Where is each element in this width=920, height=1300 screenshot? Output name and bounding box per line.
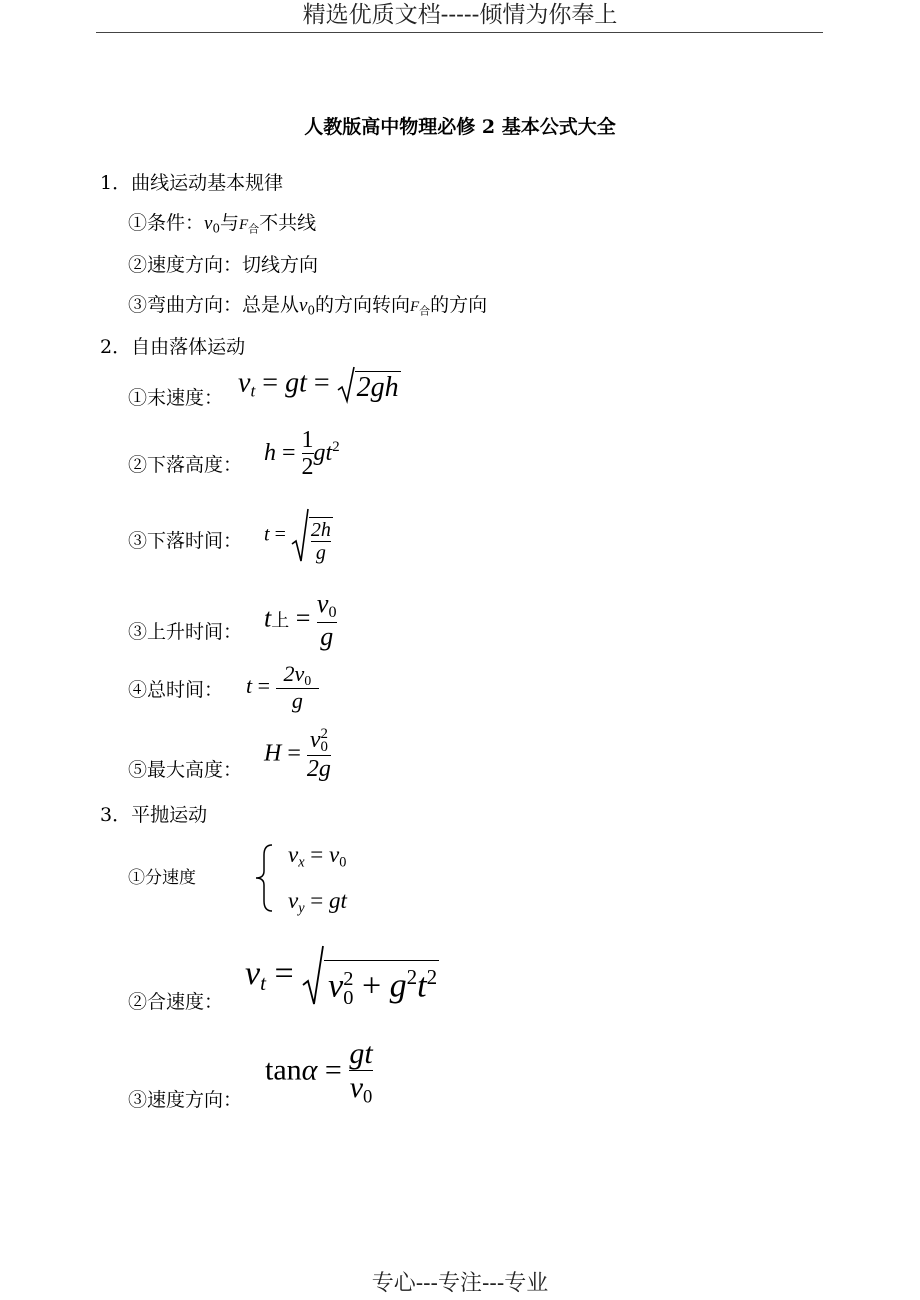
symbol-t: t — [264, 603, 272, 633]
formula-resultant-velocity — [245, 945, 439, 1007]
frac-den: g — [276, 688, 320, 713]
symbol-h: h — [264, 439, 276, 466]
symbol-g: g — [389, 967, 407, 1005]
frac-num — [317, 590, 337, 622]
fraction-gt-v0 — [349, 1038, 372, 1108]
page-header — [0, 0, 920, 32]
formula-max-height — [264, 728, 331, 782]
symbol-eq: = — [310, 888, 324, 913]
s1-item-condition-mid: 与 — [219, 212, 239, 234]
formula-rise-time — [264, 590, 337, 651]
symbol-gt: gt — [285, 367, 307, 399]
symbol-eq: = — [313, 367, 330, 399]
symbol-alpha: α — [301, 1053, 318, 1087]
frac-num — [276, 662, 320, 688]
symbol-zero: 0 — [363, 1086, 373, 1108]
symbol-F: F — [409, 299, 420, 315]
symbol-eq: = — [257, 672, 271, 698]
s1-item-condition-prefix: ①条件： — [128, 212, 205, 234]
symbol-gt: gt — [329, 888, 347, 913]
fraction-one-half — [302, 428, 314, 481]
exponent-2: 2 — [343, 968, 354, 991]
frac-num — [307, 728, 331, 755]
formula-total-time — [246, 662, 319, 714]
symbol-zero: 0 — [212, 221, 220, 236]
symbol-tan: tan — [265, 1053, 302, 1087]
frac-den — [349, 1070, 372, 1108]
symbol-t: t — [325, 439, 333, 466]
symbol-v: v — [288, 888, 299, 913]
exponent-2: 2 — [406, 964, 418, 989]
symbol-eq: = — [295, 603, 311, 633]
frac-den: g — [317, 622, 337, 652]
section-1-heading: 1．曲线运动基本规律 — [100, 172, 284, 194]
formula-vx — [288, 842, 346, 871]
symbol-H: H — [264, 740, 282, 767]
symbol-zero: 0 — [343, 986, 354, 1009]
symbol-g: g — [313, 439, 326, 466]
symbol-eq: = — [310, 842, 324, 867]
s1-item-condition — [128, 208, 316, 236]
symbol-eq: = — [282, 439, 296, 466]
symbol-2v: 2v — [283, 661, 305, 686]
fraction-2v0-g — [276, 662, 320, 714]
s1-item-bend-direction — [128, 290, 487, 318]
exponent-2: 2 — [426, 964, 438, 989]
s2-label-fall-time: ③下落时间： — [128, 530, 243, 552]
sqrt-2h-over-g — [291, 508, 333, 564]
symbol-v: v — [329, 842, 340, 867]
s1-item-bend-suffix: 的方向 — [430, 294, 488, 316]
symbol-t: t — [260, 971, 266, 996]
frac-den: 2g — [306, 755, 331, 782]
frac-num: 2h — [310, 519, 331, 541]
symbol-t: t — [250, 381, 256, 401]
page-footer: 专心---专注---专业 — [371, 1271, 549, 1296]
frac-den: g — [311, 541, 331, 564]
symbol-he: 合 — [419, 304, 431, 318]
formula-vy — [288, 888, 347, 917]
symbol-zero: 0 — [307, 303, 315, 318]
symbol-plus: + — [361, 967, 382, 1005]
symbol-he: 合 — [248, 222, 260, 236]
symbol-v: v — [349, 1070, 364, 1104]
s1-item-condition-suffix: 不共线 — [259, 212, 317, 234]
s2-label-rise-time: ③上升时间： — [128, 621, 243, 643]
symbol-eq: = — [274, 954, 294, 992]
symbol-v: v — [299, 295, 308, 316]
radical-sign — [291, 508, 309, 564]
symbol-zero: 0 — [339, 854, 347, 871]
s1-item-bend-prefix: ③弯曲方向：总是从 — [128, 294, 300, 316]
symbol-t: t — [264, 523, 270, 546]
s3-label-component-velocity: ①分速度 — [128, 868, 196, 888]
symbol-v: v — [288, 842, 299, 867]
symbol-v: v — [309, 727, 321, 753]
s3-label-resultant-velocity: ②合速度： — [128, 991, 224, 1013]
symbol-zero: 0 — [304, 673, 312, 689]
s2-label-max-height: ⑤最大高度： — [128, 759, 243, 781]
fraction-v0sq-2g — [307, 728, 331, 782]
fraction-2h-g — [311, 520, 331, 564]
document-title: 人教版高中物理必修 2 基本公式大全 — [304, 116, 616, 138]
sqrt-2gh — [337, 366, 401, 404]
s2-label-fall-height: ②下落高度： — [128, 454, 243, 476]
symbol-shang: 上 — [271, 610, 290, 631]
symbol-eq: = — [274, 523, 286, 546]
s1-item-velocity-direction: ②速度方向：切线方向 — [128, 254, 319, 276]
symbol-x: x — [298, 854, 305, 871]
symbol-eq: = — [324, 1053, 342, 1087]
radical-sign — [302, 945, 324, 1007]
header-text: 精选优质文档-----倾情为你奉上 — [302, 2, 618, 28]
s2-label-final-velocity: ①末速度： — [128, 387, 224, 409]
header-rule — [96, 32, 823, 33]
fraction-v0-g — [317, 590, 337, 651]
formula-velocity-direction — [265, 1038, 373, 1108]
symbol-y: y — [298, 900, 305, 917]
sqrt-resultant — [302, 945, 439, 1007]
radicand-2gh: 2gh — [356, 372, 399, 403]
symbol-t: t — [246, 672, 253, 698]
formula-final-velocity — [238, 366, 401, 404]
frac-num: 1 — [301, 427, 314, 453]
section-3-heading: 3．平抛运动 — [100, 804, 208, 826]
s1-item-bend-mid: 的方向转向 — [314, 294, 410, 316]
symbol-F: F — [238, 217, 249, 233]
frac-den: 2 — [301, 454, 314, 481]
symbol-zero: 0 — [320, 739, 328, 756]
symbol-zero: 0 — [328, 603, 337, 621]
symbol-v: v — [328, 967, 344, 1005]
exponent-2: 2 — [320, 726, 328, 743]
left-brace — [252, 843, 278, 913]
section-2-heading: 2．自由落体运动 — [100, 336, 246, 358]
radical-sign — [337, 366, 355, 404]
symbol-v: v — [204, 213, 213, 234]
s2-label-total-time: ④总时间： — [128, 679, 224, 701]
exponent-2: 2 — [332, 438, 340, 455]
symbol-v: v — [316, 589, 329, 618]
formula-fall-height — [264, 428, 340, 481]
s3-label-velocity-direction: ③速度方向： — [128, 1089, 243, 1111]
symbol-eq: = — [262, 367, 279, 399]
symbol-v: v — [245, 954, 261, 992]
frac-num: gt — [349, 1037, 373, 1070]
symbol-eq: = — [287, 740, 301, 767]
symbol-t: t — [417, 967, 427, 1005]
formula-fall-time — [264, 508, 333, 564]
symbol-v: v — [238, 367, 251, 399]
